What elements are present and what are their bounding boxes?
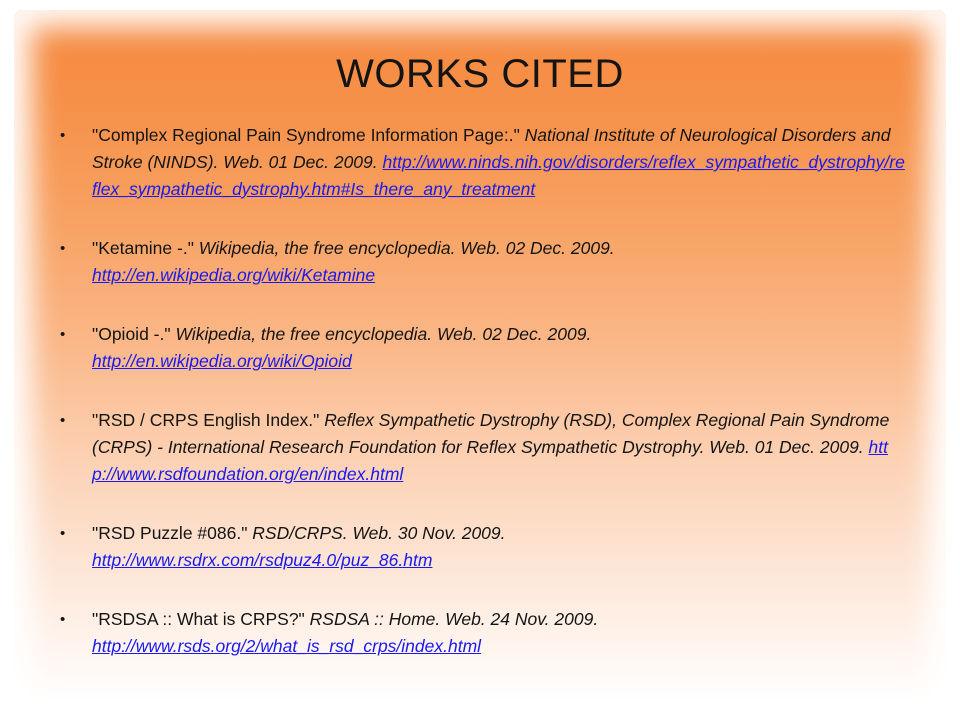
bullet-icon: • [60,127,66,144]
reference-title: "Ketamine -." [92,238,194,258]
reference-link[interactable]: http://en.wikipedia.org/wiki/Ketamine [92,265,376,285]
reference-item [60,407,908,488]
reference-title: "RSD / CRPS English Index." [92,410,320,430]
reference-link[interactable]: http://www.rsdrx.com/rsdpuz4.0/puz_86.htm [92,550,433,570]
reference-link[interactable]: http://en.wikipedia.org/wiki/Opioid [92,351,352,371]
bullet-icon: • [60,412,66,429]
reference-source: RSD/CRPS. Web. 30 Nov. 2009. [252,523,506,543]
bullet-icon: • [60,240,66,257]
reference-item [60,606,908,660]
reference-item [60,235,908,289]
reference-title: "RSD Puzzle #086." [92,523,248,543]
reference-item [60,520,908,574]
reference-source: Reflex Sympathetic Dystrophy (RSD), Complex Regional Pain Syndrome (CRPS) - International Research Foundation for Reflex Sympathetic Dystrophy. Web. 01 Dec. 2009. [92,410,890,457]
works-cited-list [60,122,908,660]
bullet-icon: • [60,525,66,542]
reference-source: Wikipedia, the free encyclopedia. Web. 02 Dec. 2009. [198,238,615,258]
reference-title: "Opioid -." [92,324,171,344]
reference-link[interactable]: http://www.ninds.nih.gov/disorders/reflex_sympathetic_dystrophy/reflex_sympathetic_dystrophy.htm#Is_there_any_treatment [92,152,905,199]
reference-title: "Complex Regional Pain Syndrome Information Page:." [92,125,520,145]
slide-title: WORKS CITED [336,52,624,96]
reference-link[interactable]: http://www.rsds.org/2/what_is_rsd_crps/index.html [92,636,482,656]
reference-source: National Institute of Neurological Disorders and Stroke (NINDS). Web. 01 Dec. 2009. [92,125,891,172]
reference-link[interactable]: http://www.rsdfoundation.org/en/index.html [92,437,889,484]
reference-item [60,122,908,203]
reference-source: Wikipedia, the free encyclopedia. Web. 02 Dec. 2009. [175,324,592,344]
bullet-icon: • [60,326,66,343]
reference-title: "RSDSA :: What is CRPS?" [92,609,305,629]
reference-item [60,321,908,375]
reference-source: RSDSA :: Home. Web. 24 Nov. 2009. [309,609,599,629]
bullet-icon: • [60,611,66,628]
